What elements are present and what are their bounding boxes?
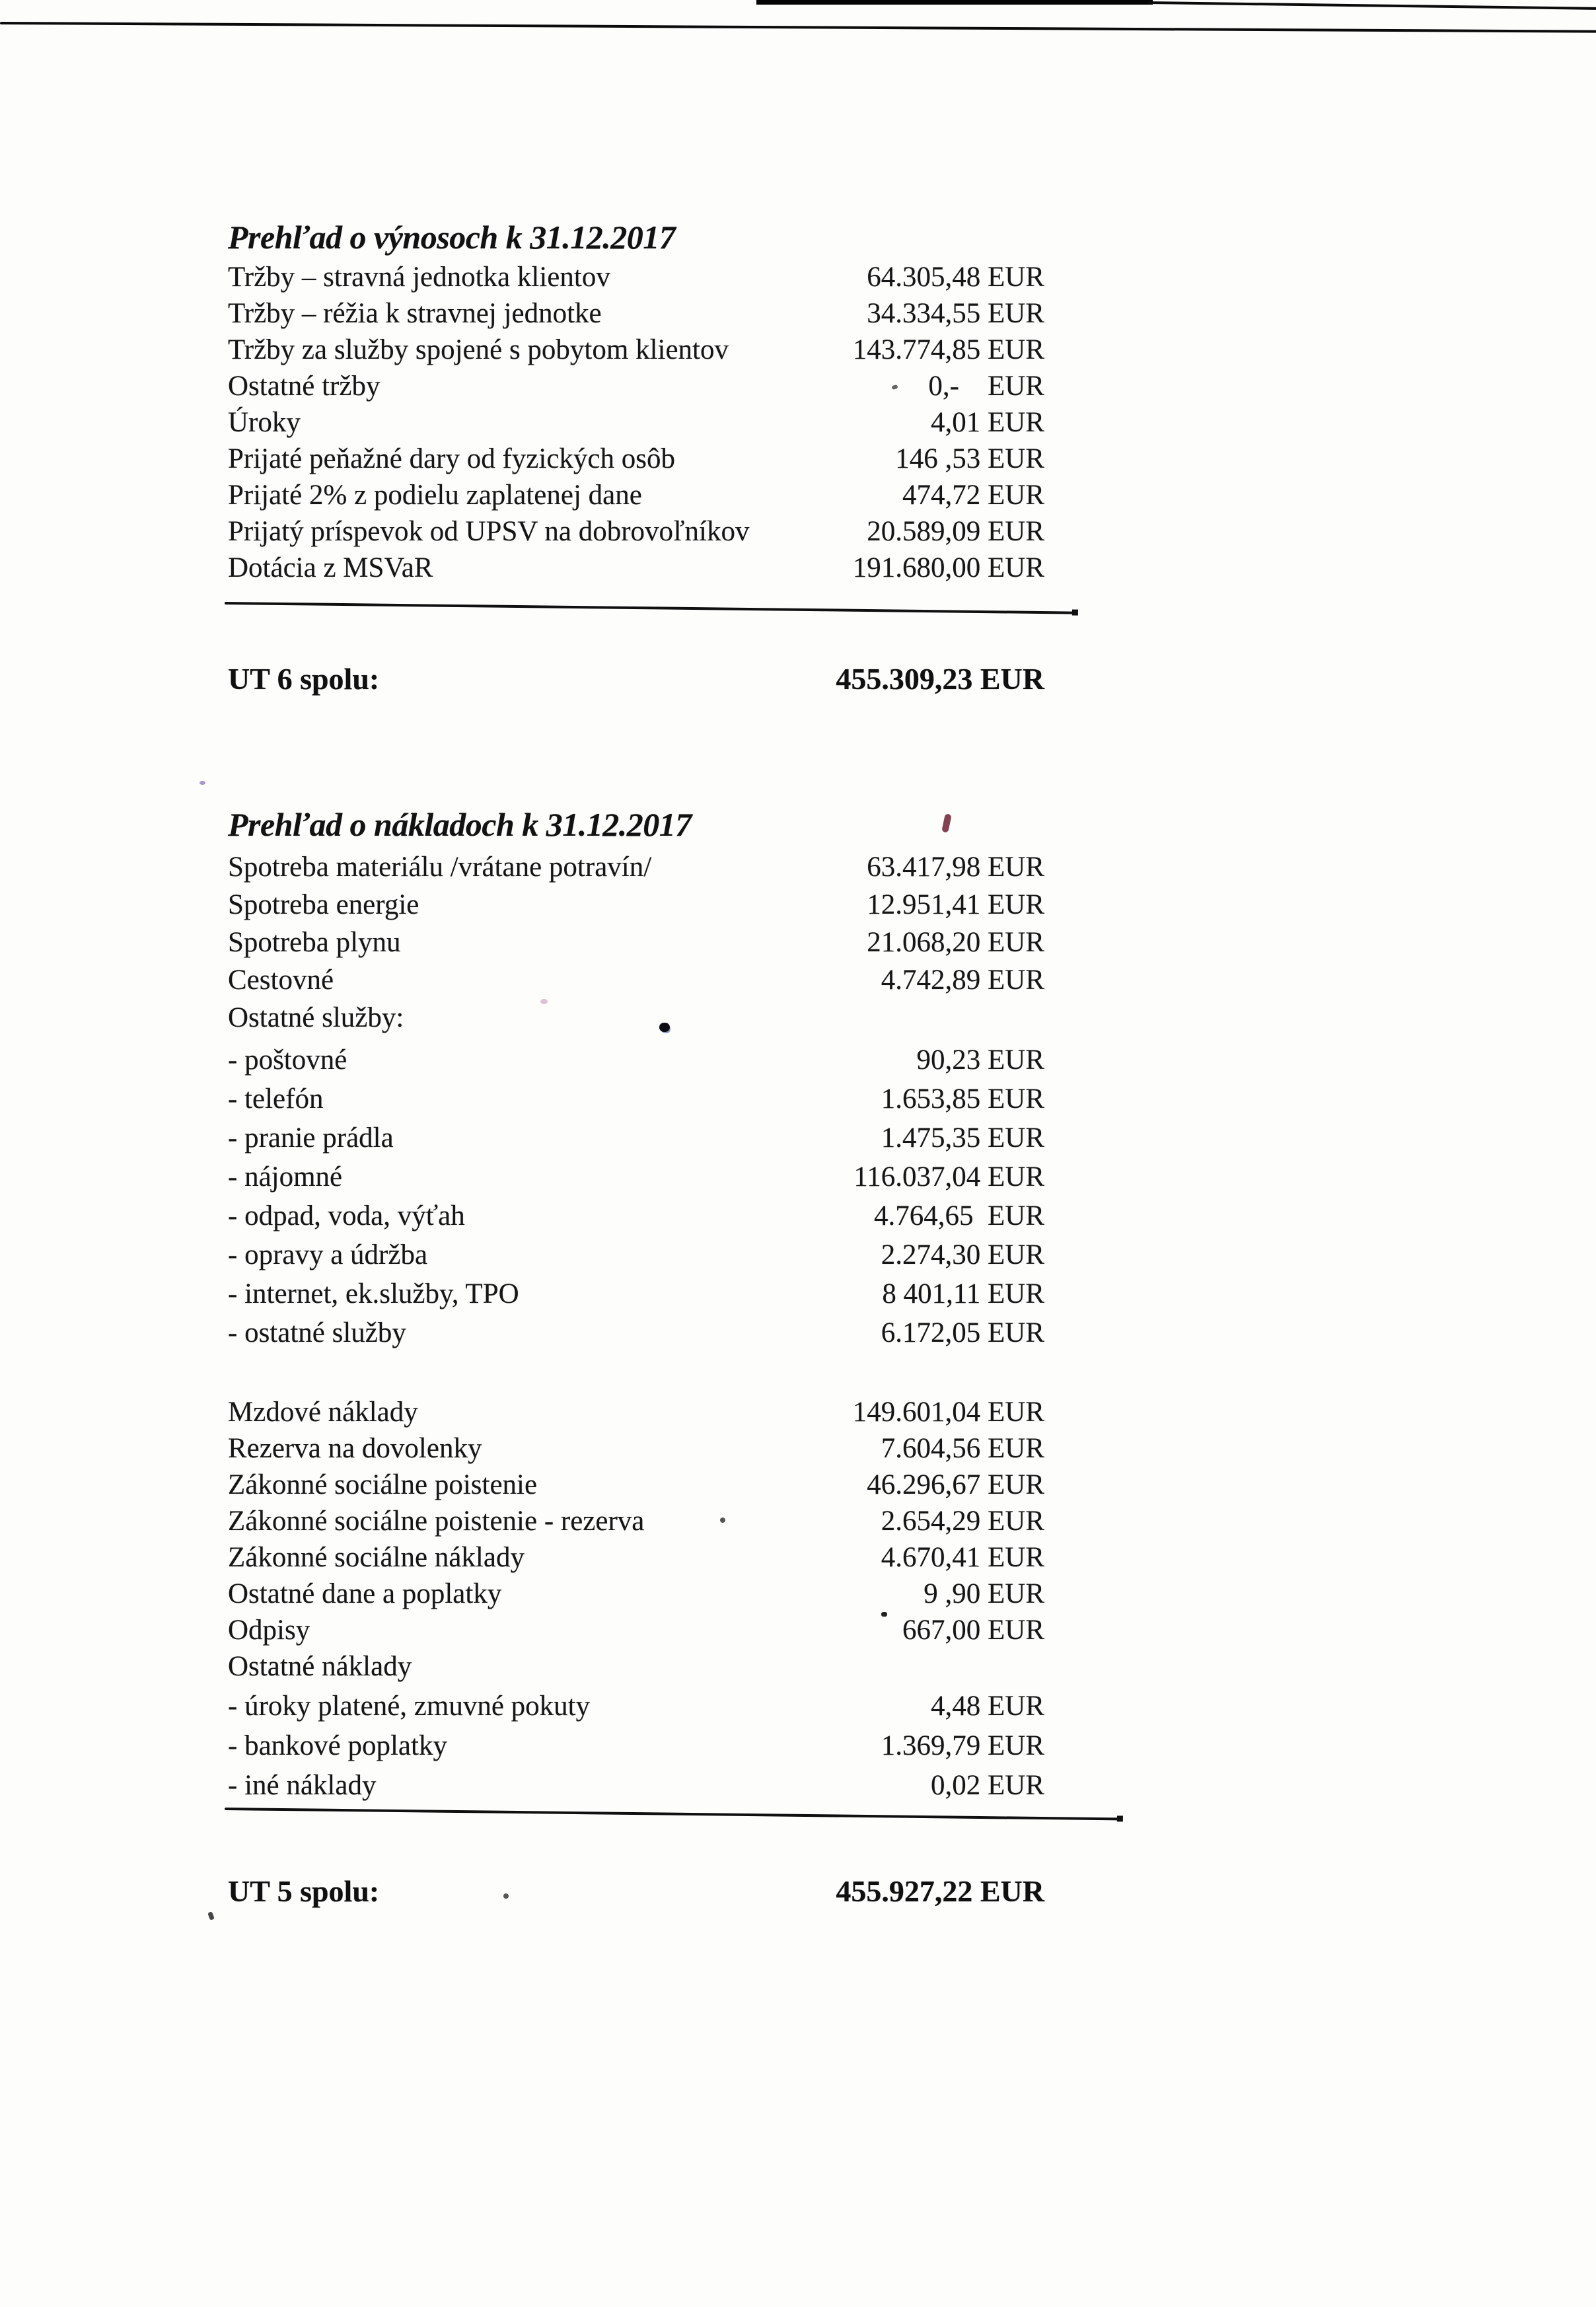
line-item-label: - nájomné <box>228 1161 343 1192</box>
line-item <box>228 1614 1044 1646</box>
line-item-value: 34.334,55 EUR <box>867 298 1044 329</box>
total-row <box>228 663 1044 696</box>
line-item-label: - iné náklady <box>228 1770 377 1801</box>
line-item-value: 7.604,56 EUR <box>881 1433 1044 1464</box>
line-item-label: Rezerva na dovolenky <box>228 1433 482 1464</box>
line-item-value: 4,01 EUR <box>931 407 1044 438</box>
section-costs-title: Prehľad o nákladoch k 31.12.2017 <box>228 806 692 843</box>
line-item <box>228 1541 1044 1574</box>
line-item-value: 4.764,65 EUR <box>874 1200 1044 1231</box>
line-item <box>228 851 1044 883</box>
line-item-label: Ostatné náklady <box>228 1651 412 1682</box>
total-label: UT 6 spolu: <box>228 662 380 696</box>
line-item-value: 2.654,29 EUR <box>881 1506 1044 1537</box>
line-item-label: Prijatý príspevok od UPSV na dobrovoľníkov <box>228 516 750 547</box>
line-item <box>228 1239 1044 1271</box>
section-revenues-title: Prehľad o výnosoch k 31.12.2017 <box>228 219 676 256</box>
line-item-value: 8 401,11 EUR <box>882 1278 1044 1309</box>
line-item-label: Spotreba materiálu /vrátane potravín/ <box>228 852 652 883</box>
scan-artifact <box>503 1893 509 1899</box>
line-item-label: - telefón <box>228 1083 324 1115</box>
line-item-label: Tržby – réžia k stravnej jednotke <box>228 298 602 329</box>
line-item <box>228 406 1044 439</box>
line-item-value: 0,- EUR <box>928 371 1044 402</box>
line-item <box>228 926 1044 959</box>
line-item <box>228 1396 1044 1428</box>
line-item-label: Zákonné sociálne náklady <box>228 1542 525 1573</box>
line-item-label: - pranie prádla <box>228 1122 394 1154</box>
line-item <box>228 1161 1044 1193</box>
line-item <box>228 1578 1044 1610</box>
line-item-label: Dotácia z MSVaR <box>228 552 433 583</box>
line-item-value: 4.670,41 EUR <box>881 1542 1044 1573</box>
line-item <box>228 964 1044 996</box>
line-item-value: 12.951,41 EUR <box>867 889 1044 920</box>
line-item-value: 1.369,79 EUR <box>881 1730 1044 1761</box>
line-item-value: 2.274,30 EUR <box>881 1239 1044 1270</box>
line-item-value: 6.172,05 EUR <box>881 1317 1044 1348</box>
line-item-label: Úroky <box>228 407 301 438</box>
line-item-value: 149.601,04 EUR <box>852 1397 1044 1428</box>
line-item-label: Tržby za služby spojené s pobytom klientov <box>228 334 729 365</box>
line-item <box>228 443 1044 475</box>
line-item <box>228 552 1044 584</box>
total-row <box>228 1875 1044 1909</box>
scan-artifact <box>720 1518 725 1523</box>
line-item <box>228 1044 1044 1076</box>
line-item <box>228 1432 1044 1465</box>
line-item-label: - odpad, voda, výťah <box>228 1200 465 1231</box>
line-item-label: - ostatné služby <box>228 1317 406 1348</box>
line-item-label: Spotreba energie <box>228 889 419 920</box>
line-item-label: Spotreba plynu <box>228 927 401 958</box>
line-item-label: Prijaté 2% z podielu zaplatenej dane <box>228 480 642 511</box>
line-item-label: Ostatné tržby <box>228 371 381 402</box>
line-item-label: Prijaté peňažné dary od fyzických osôb <box>228 443 675 474</box>
line-item-label: Ostatné služby: <box>228 1002 404 1033</box>
line-item-value: 146 ,53 EUR <box>895 443 1044 474</box>
line-item <box>228 1505 1044 1537</box>
line-item <box>228 1469 1044 1501</box>
line-item-label: - internet, ek.služby, TPO <box>228 1278 519 1309</box>
line-item <box>228 297 1044 330</box>
line-item <box>228 1317 1044 1349</box>
line-item-label: Mzdové náklady <box>228 1397 418 1428</box>
line-item-value: 21.068,20 EUR <box>867 927 1044 958</box>
line-item-label: Zákonné sociálne poistenie - rezerva <box>228 1506 645 1537</box>
total-label: UT 5 spolu: <box>228 1874 380 1908</box>
line-item <box>228 1769 1044 1802</box>
line-item-value: 46.296,67 EUR <box>867 1469 1044 1500</box>
line-item <box>228 1690 1044 1722</box>
horizontal-rule <box>225 602 1075 614</box>
line-item-label: Cestovné <box>228 965 334 996</box>
line-item <box>228 1200 1044 1232</box>
line-item <box>228 1650 1044 1683</box>
horizontal-rule <box>225 1808 1120 1820</box>
line-item <box>228 334 1044 366</box>
scan-artifact <box>200 781 205 785</box>
line-item <box>228 1083 1044 1115</box>
line-item <box>228 515 1044 548</box>
line-item-label: Odpisy <box>228 1615 310 1646</box>
line-item-label: - úroky platené, zmuvné pokuty <box>228 1691 591 1722</box>
line-item-value: 90,23 EUR <box>916 1044 1044 1076</box>
line-item-value: 474,72 EUR <box>902 480 1044 511</box>
line-item <box>228 370 1044 402</box>
line-item <box>228 1122 1044 1154</box>
line-item-label: Tržby – stravná jednotka klientov <box>228 262 610 293</box>
line-item-label: - poštovné <box>228 1044 347 1076</box>
line-item-value: 9 ,90 EUR <box>924 1578 1044 1609</box>
line-item-value: 143.774,85 EUR <box>852 334 1044 365</box>
line-item-value: 64.305,48 EUR <box>867 262 1044 293</box>
line-item-label: - opravy a údržba <box>228 1239 428 1270</box>
line-item-value: 116.037,04 EUR <box>853 1161 1044 1192</box>
line-item-label: - bankové poplatky <box>228 1730 447 1761</box>
line-item-label: Ostatné dane a poplatky <box>228 1578 502 1609</box>
line-item-value: 191.680,00 EUR <box>852 552 1044 583</box>
scan-artifact <box>540 999 548 1004</box>
line-item <box>228 1730 1044 1762</box>
line-item-value: 4,48 EUR <box>931 1691 1044 1722</box>
line-item-value: 0,02 EUR <box>931 1770 1044 1801</box>
line-item-value: 4.742,89 EUR <box>881 965 1044 996</box>
line-item <box>228 479 1044 511</box>
scan-artifact <box>659 1023 670 1032</box>
scan-artifact <box>881 1612 887 1617</box>
line-item <box>228 1278 1044 1310</box>
line-item-value: 1.653,85 EUR <box>881 1083 1044 1115</box>
line-item-value: 63.417,98 EUR <box>867 852 1044 883</box>
line-item-value: 667,00 EUR <box>902 1615 1044 1646</box>
line-item-value: 20.589,09 EUR <box>867 516 1044 547</box>
line-item <box>228 261 1044 293</box>
line-item <box>228 889 1044 921</box>
line-item-value: 1.475,35 EUR <box>881 1122 1044 1154</box>
total-value: 455.927,22 EUR <box>836 1874 1044 1908</box>
line-item-label: Zákonné sociálne poistenie <box>228 1469 538 1500</box>
total-value: 455.309,23 EUR <box>836 662 1044 696</box>
line-item <box>228 1002 1044 1034</box>
